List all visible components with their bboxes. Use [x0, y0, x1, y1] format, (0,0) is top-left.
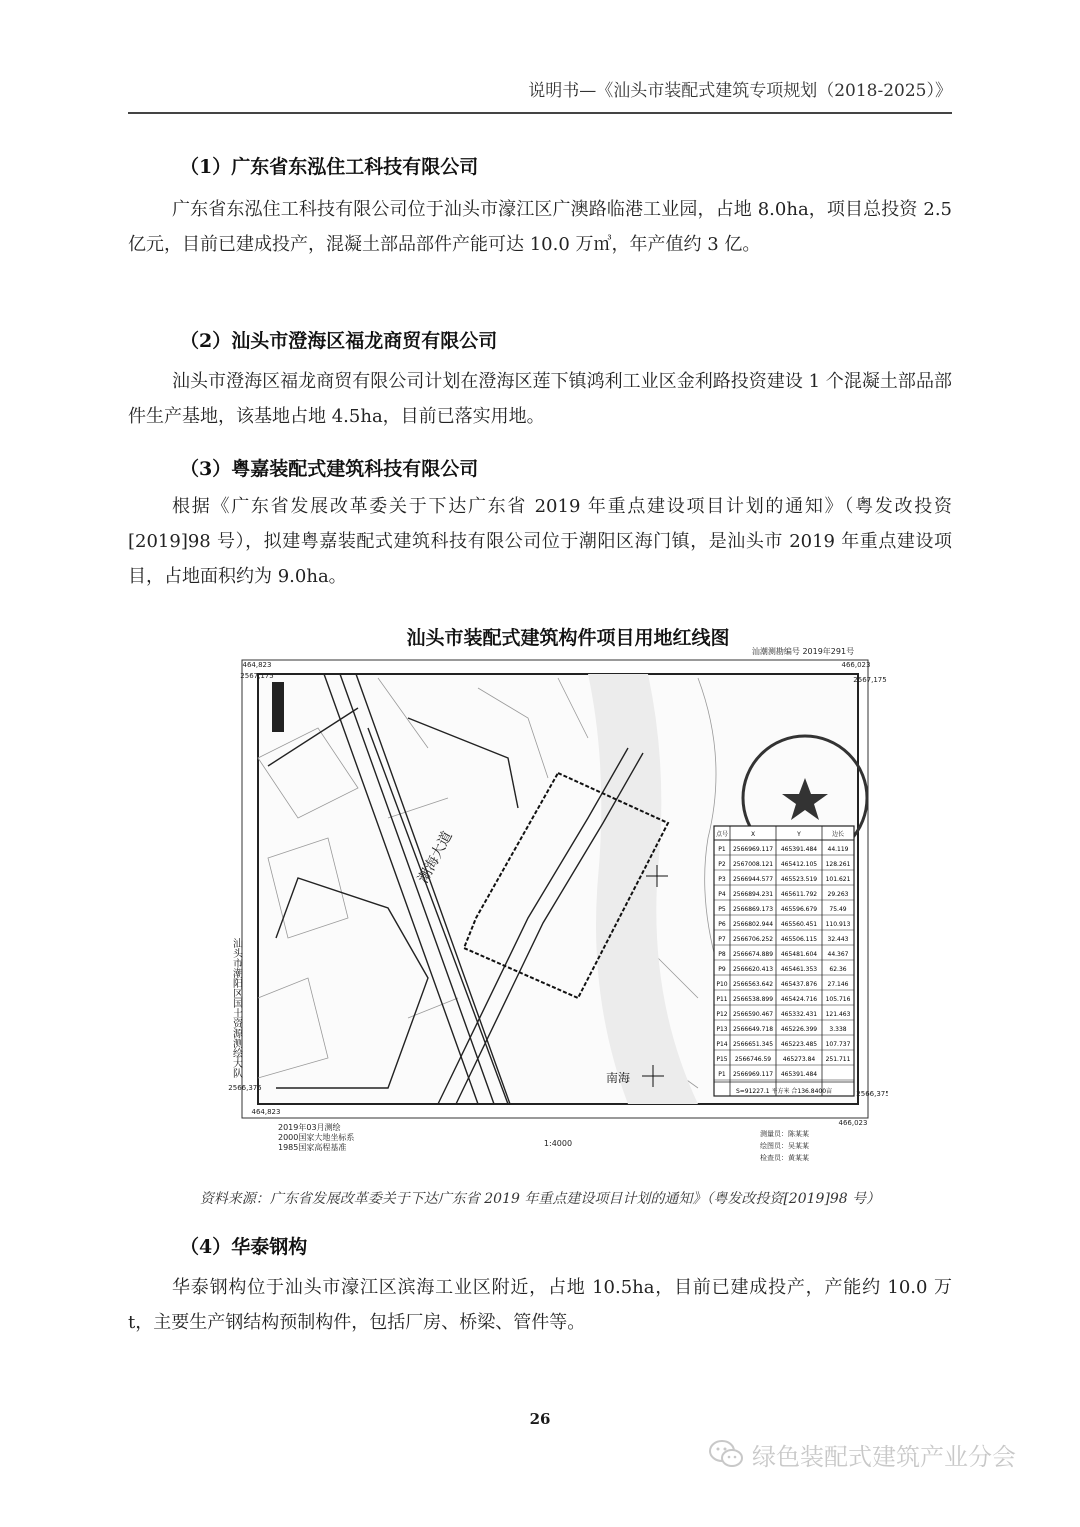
coord-bottom-right-y: 2566,375 — [856, 1090, 888, 1098]
table-cell: P9 — [718, 966, 726, 973]
table-cell: 465461.353 — [780, 966, 818, 973]
map-legend-line-2: 2000国家大地坐标系 — [278, 1133, 355, 1142]
section-body-4: 华泰钢构位于汕头市濠江区滨海工业区附近，占地 10.5ha，目前已建成投产，产能约 10.0 万 t，主要生产钢结构预制构件，包括厂房、桥梁、管件等。 — [128, 1277, 952, 1333]
coord-top-left-x: 464,823 — [242, 661, 272, 669]
map-scale: 1:4000 — [543, 1139, 573, 1148]
table-area-line: S=91227.1 平方米 合136.8400亩 — [735, 1088, 833, 1095]
coord-bottom-left-y: 2566,375 — [228, 1084, 262, 1092]
table-cell: 29.263 — [827, 891, 849, 898]
table-cell: P4 — [718, 891, 726, 898]
table-cell: 75.49 — [829, 906, 847, 913]
page-number: 26 — [529, 1410, 551, 1428]
table-cell: 121.463 — [825, 1011, 851, 1018]
map-title: 汕头市装配式建筑构件项目用地红线图 — [406, 627, 730, 649]
table-cell: 110.913 — [825, 921, 851, 928]
table-cell: 2567008.121 — [732, 861, 774, 868]
table-cell: 2566746.59 — [734, 1056, 772, 1063]
map-doc-number: 汕潮测勘编号 2019年291号 — [751, 647, 855, 656]
table-cell: 465223.485 — [780, 1041, 818, 1048]
table-cell: P12 — [716, 1011, 728, 1018]
table-cell: P1 — [718, 846, 726, 853]
coord-bottom-right-x: 466,023 — [838, 1119, 868, 1127]
table-cell: 465506.115 — [780, 936, 818, 943]
table-header-y: Y — [797, 831, 801, 838]
section-heading-1: （1）广东省东泓住工科技有限公司 — [180, 156, 479, 178]
map-signature-3: 检查员：黄某某 — [760, 1154, 809, 1162]
map-legend-line-3: 1985国家高程基准 — [278, 1143, 347, 1152]
table-cell: 2566969.117 — [732, 846, 774, 853]
table-cell: 2566538.899 — [732, 996, 774, 1003]
coord-top-left-y: 2567,175 — [240, 672, 274, 680]
table-cell: P13 — [716, 1026, 728, 1033]
table-cell: P3 — [718, 876, 726, 883]
table-cell: 2566649.718 — [732, 1026, 774, 1033]
table-header-length: 边长 — [831, 831, 845, 838]
figure-caption: 资料来源：广东省发展改革委关于下达广东省 2019 年重点建设项目计划的通知》（粤发改投资[2019]98 号） — [199, 1191, 881, 1207]
coord-top-right-x: 466,023 — [841, 661, 871, 669]
table-cell: 465332.431 — [780, 1011, 818, 1018]
table-cell: 465481.604 — [780, 951, 818, 958]
table-cell: 465273.84 — [782, 1056, 816, 1063]
table-cell: P2 — [718, 861, 726, 868]
table-cell: P10 — [716, 981, 728, 988]
section-heading-4: （4）华泰钢构 — [180, 1236, 308, 1258]
map-side-label: 汕头市潮阳区国土资源测绘大队 — [230, 938, 242, 1078]
coord-top-right-y: 2567,175 — [853, 676, 887, 684]
table-cell: 465391.484 — [780, 846, 818, 853]
table-cell: 3.338 — [829, 1026, 847, 1033]
page-header: 说明书—《汕头市装配式建筑专项规划（2018-2025）》 — [528, 81, 952, 101]
map-road-label: 潮海大道 — [415, 828, 456, 886]
map-signature-2: 绘图员：吴某某 — [760, 1142, 809, 1150]
map-signature-1: 测量员：陈某某 — [760, 1130, 809, 1138]
table-cell: 465226.399 — [780, 1026, 818, 1033]
table-cell: P5 — [718, 906, 726, 913]
map-place-label: 南海 — [606, 1071, 631, 1085]
section-body-2: 汕头市澄海区福龙商贸有限公司计划在澄海区莲下镇鸿利工业区金利路投资建设 1 个混凝土部品部件生产基地，该基地占地 4.5ha，目前已落实用地。 — [128, 371, 952, 427]
section-body-3: 根据《广东省发展改革委关于下达广东省 2019 年重点建设项目计划的通知》（粤发改投资[2019]98 号），拟建粤嘉装配式建筑科技有限公司位于潮阳区海门镇，是汕头市 2019 年重点建设项目，占地面积约为 9.0ha。 — [128, 496, 952, 587]
table-cell: P1 — [718, 1071, 726, 1078]
table-cell: 465596.679 — [780, 906, 818, 913]
table-cell: P8 — [718, 951, 726, 958]
table-cell: 2566563.642 — [732, 981, 774, 988]
table-cell: 27.146 — [827, 981, 849, 988]
wechat-watermark — [708, 1432, 1058, 1476]
table-cell: 251.711 — [825, 1056, 851, 1063]
table-cell: 465523.519 — [780, 876, 818, 883]
watermark-text: 绿色装配式建筑产业分会 — [752, 1442, 1016, 1471]
table-cell: 107.737 — [825, 1041, 851, 1048]
table-cell: 465437.876 — [780, 981, 818, 988]
table-cell: 2566802.944 — [732, 921, 774, 928]
section-heading-3: （3）粤嘉装配式建筑科技有限公司 — [180, 458, 479, 480]
table-cell: P15 — [716, 1056, 728, 1063]
table-cell: 128.261 — [825, 861, 851, 868]
table-cell: P14 — [716, 1041, 728, 1048]
table-cell: 2566620.413 — [732, 966, 774, 973]
table-header-point: 点号 — [715, 831, 729, 838]
table-cell: 465424.716 — [780, 996, 818, 1003]
table-cell: 105.716 — [825, 996, 851, 1003]
table-cell: 465611.792 — [780, 891, 818, 898]
redline-map-figure — [228, 618, 888, 1170]
table-cell: 62.36 — [829, 966, 847, 973]
table-cell: 2566651.345 — [732, 1041, 774, 1048]
table-cell: 2566590.467 — [732, 1011, 774, 1018]
table-cell: 2566894.231 — [732, 891, 774, 898]
table-cell: 2566969.117 — [732, 1071, 774, 1078]
map-legend-line-1: 2019年03月测绘 — [278, 1123, 341, 1132]
table-cell: P6 — [718, 921, 726, 928]
map-dark-block — [272, 682, 284, 732]
header-divider — [128, 112, 952, 114]
wechat-icon — [708, 1439, 744, 1469]
table-cell: 44.367 — [827, 951, 849, 958]
table-cell: 101.621 — [825, 876, 851, 883]
table-cell: 2566869.173 — [732, 906, 774, 913]
table-cell: P7 — [718, 936, 726, 943]
table-cell: 465560.451 — [780, 921, 818, 928]
table-cell: 2566706.252 — [732, 936, 774, 943]
table-cell: 465412.105 — [780, 861, 818, 868]
table-cell: 32.443 — [827, 936, 849, 943]
coordinate-table — [714, 826, 854, 1096]
table-cell: 465391.484 — [780, 1071, 818, 1078]
table-cell: 2566674.889 — [732, 951, 774, 958]
table-header-x: X — [750, 831, 756, 838]
coord-bottom-left-x: 464,823 — [251, 1108, 281, 1116]
table-cell: 44.119 — [827, 846, 849, 853]
section-heading-2: （2）汕头市澄海区福龙商贸有限公司 — [180, 330, 498, 352]
table-cell: 2566944.577 — [732, 876, 774, 883]
table-cell: P11 — [716, 996, 728, 1003]
section-body-1: 广东省东泓住工科技有限公司位于汕头市濠江区广澳路临港工业园，占地 8.0ha，项目总投资 2.5 亿元，目前已建成投产，混凝土部品部件产能可达 10.0 万㎥，年产值约 3 亿。 — [128, 199, 952, 255]
